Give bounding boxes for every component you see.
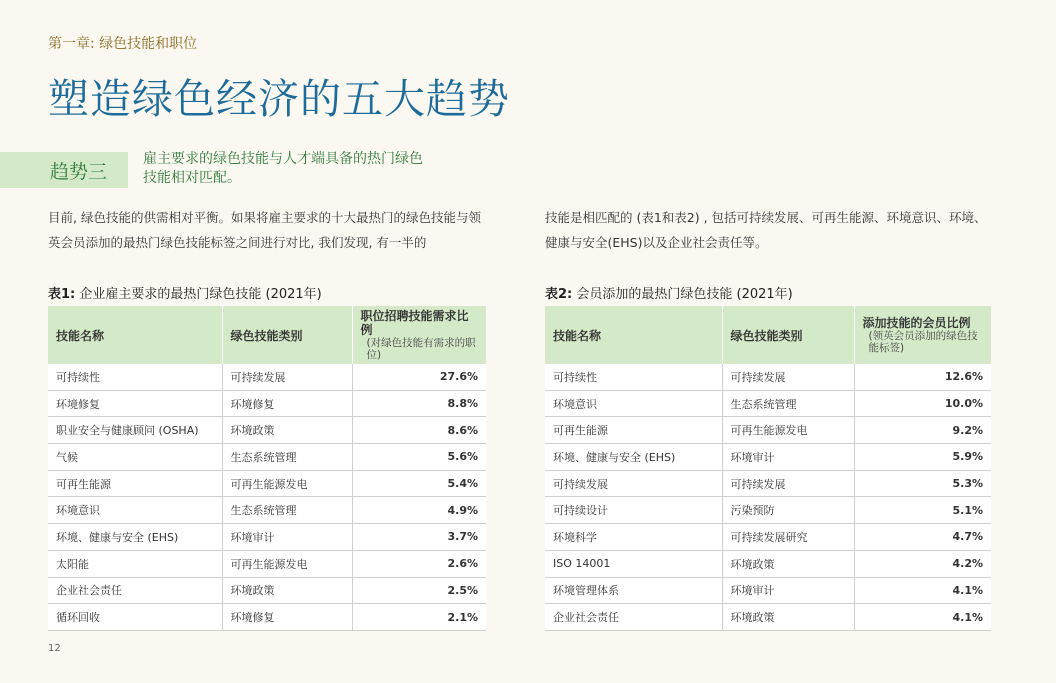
value-cell: 2.5% [352, 577, 486, 604]
value-cell: 2.6% [352, 550, 486, 577]
skill-cell: 可持续性 [545, 364, 722, 390]
category-cell: 可持续发展研究 [722, 524, 854, 551]
value-cell: 4.2% [854, 550, 991, 577]
table2-header-skill: 技能名称 [545, 306, 722, 364]
table1 [48, 306, 486, 631]
category-cell: 环境政策 [722, 550, 854, 577]
table1-caption [48, 283, 322, 302]
table2-header-category: 绿色技能类别 [722, 306, 854, 364]
category-cell: 可再生能源发电 [722, 417, 854, 444]
table-row [545, 364, 991, 390]
table-row [545, 470, 991, 497]
table-row [545, 604, 991, 631]
table1-header-row [48, 306, 486, 364]
body-paragraph-right: 技能是相匹配的 (表1和表2) , 包括可持续发展、可再生能源、环境意识、环境、健康与安全(EHS)以及企业社会责任等。 [545, 210, 987, 250]
category-cell: 污染预防 [722, 497, 854, 524]
value-cell: 2.1% [352, 604, 486, 631]
value-cell: 3.7% [352, 524, 486, 551]
table-row [545, 524, 991, 551]
skill-cell: 太阳能 [48, 550, 222, 577]
category-cell: 生态系统管理 [222, 497, 352, 524]
table-row [545, 417, 991, 444]
value-cell: 4.1% [854, 577, 991, 604]
table2-body [545, 364, 991, 630]
value-cell: 8.6% [352, 417, 486, 444]
table-row [545, 497, 991, 524]
table1-header-skill: 技能名称 [48, 306, 222, 364]
table1-caption-text: 企业雇主要求的最热门绿色技能 (2021年) [75, 287, 322, 302]
category-cell: 可持续发展 [722, 364, 854, 390]
value-cell: 5.6% [352, 444, 486, 471]
skill-cell: 企业社会责任 [545, 604, 722, 631]
chapter-label: 第一章: 绿色技能和职位 [48, 36, 198, 52]
table1-header-category: 绿色技能类别 [222, 306, 352, 364]
value-cell: 5.9% [854, 444, 991, 471]
table-row [545, 390, 991, 417]
table-row [48, 470, 486, 497]
category-cell: 可持续发展 [722, 470, 854, 497]
value-cell: 4.9% [352, 497, 486, 524]
page-title: 塑造绿色经济的五大趋势 [48, 75, 510, 123]
table-row [48, 444, 486, 471]
table2 [545, 306, 991, 631]
category-cell: 环境审计 [722, 444, 854, 471]
category-cell: 可持续发展 [222, 364, 352, 390]
skill-cell: 环境意识 [48, 497, 222, 524]
table2-header-ratio [854, 306, 991, 364]
skill-cell: 环境意识 [545, 390, 722, 417]
trend-tag: 趋势三 [0, 152, 128, 188]
value-cell: 5.3% [854, 470, 991, 497]
category-cell: 环境政策 [722, 604, 854, 631]
skill-cell: 环境管理体系 [545, 577, 722, 604]
table-row [48, 364, 486, 390]
table2-header-ratio-subtitle: (领英会员添加的绿色技能标签) [868, 330, 978, 354]
table-row [48, 417, 486, 444]
skill-cell: 可再生能源 [545, 417, 722, 444]
skill-cell: 环境修复 [48, 390, 222, 417]
skill-cell: 职业安全与健康顾问 (OSHA) [48, 417, 222, 444]
skill-cell: 环境科学 [545, 524, 722, 551]
table-row [48, 550, 486, 577]
table2-caption-text: 会员添加的最热门绿色技能 (2021年) [572, 287, 793, 302]
value-cell: 12.6% [854, 364, 991, 390]
table2-header-row [545, 306, 991, 364]
skill-cell: 环境、健康与安全 (EHS) [48, 524, 222, 551]
value-cell: 4.7% [854, 524, 991, 551]
skill-cell: 可再生能源 [48, 470, 222, 497]
value-cell: 8.8% [352, 390, 486, 417]
category-cell: 环境政策 [222, 417, 352, 444]
category-cell: 生态系统管理 [222, 444, 352, 471]
category-cell: 环境修复 [222, 604, 352, 631]
category-cell: 环境修复 [222, 390, 352, 417]
value-cell: 10.0% [854, 390, 991, 417]
category-cell: 环境政策 [222, 577, 352, 604]
table1-header-ratio [352, 306, 486, 364]
value-cell: 9.2% [854, 417, 991, 444]
table-row [48, 390, 486, 417]
table-row [48, 577, 486, 604]
table-row [545, 577, 991, 604]
value-cell: 5.4% [352, 470, 486, 497]
table-row [545, 444, 991, 471]
category-cell: 环境审计 [722, 577, 854, 604]
table2-caption [545, 283, 793, 302]
table1-header-ratio-title: 职位招聘技能需求比例 [360, 309, 469, 337]
value-cell: 4.1% [854, 604, 991, 631]
body-paragraph-left: 目前, 绿色技能的供需相对平衡。如果将雇主要求的十大最热门的绿色技能与领英会员添加的最热门绿色技能标签之间进行对比, 我们发现, 有一半的 [48, 210, 481, 250]
skill-cell: ISO 14001 [545, 550, 722, 577]
skill-cell: 可持续设计 [545, 497, 722, 524]
value-cell: 5.1% [854, 497, 991, 524]
skill-cell: 可持续发展 [545, 470, 722, 497]
table-row [48, 524, 486, 551]
category-cell: 生态系统管理 [722, 390, 854, 417]
trend-summary: 雇主要求的绿色技能与人才端具备的热门绿色技能相对匹配。 [143, 151, 423, 186]
category-cell: 环境审计 [222, 524, 352, 551]
table-row [545, 550, 991, 577]
skill-cell: 循环回收 [48, 604, 222, 631]
skill-cell: 环境、健康与安全 (EHS) [545, 444, 722, 471]
category-cell: 可再生能源发电 [222, 470, 352, 497]
skill-cell: 可持续性 [48, 364, 222, 390]
table-row [48, 604, 486, 631]
table1-caption-label: 表1: [48, 287, 76, 302]
table2-caption-label: 表2: [545, 287, 573, 302]
table1-header-ratio-subtitle: (对绿色技能有需求的职位) [366, 337, 476, 361]
page-number: 12 [48, 643, 61, 654]
table1-body [48, 364, 486, 630]
table2-header-ratio-title: 添加技能的会员比例 [862, 316, 971, 330]
skill-cell: 气候 [48, 444, 222, 471]
value-cell: 27.6% [352, 364, 486, 390]
table-row [48, 497, 486, 524]
skill-cell: 企业社会责任 [48, 577, 222, 604]
category-cell: 可再生能源发电 [222, 550, 352, 577]
